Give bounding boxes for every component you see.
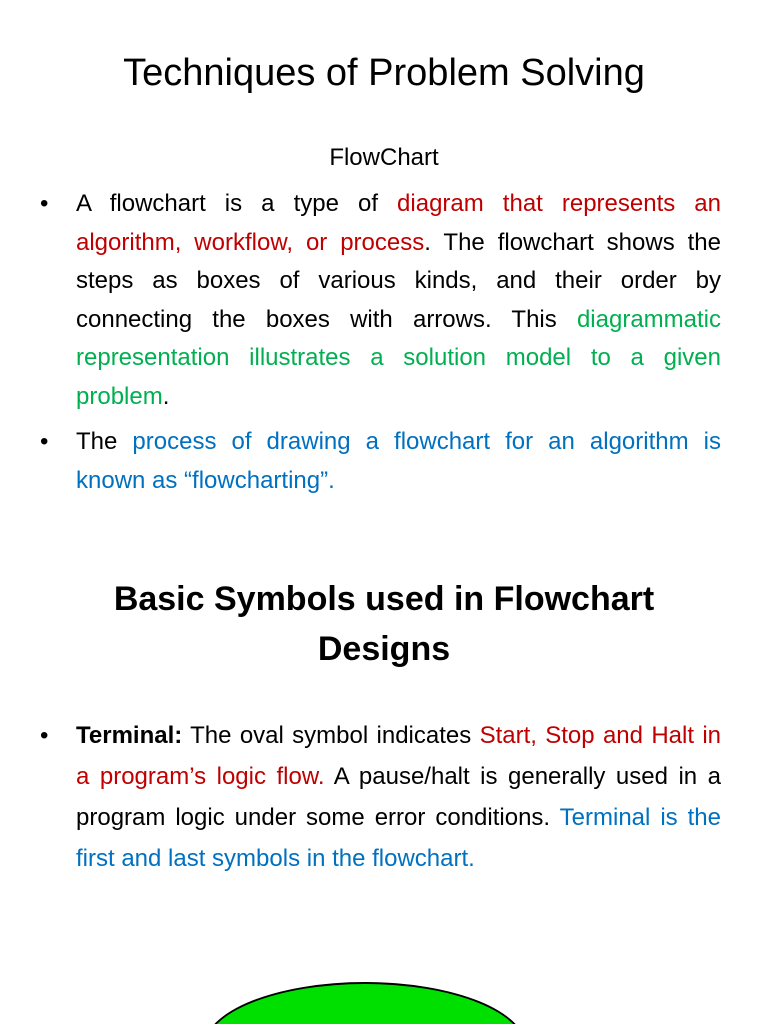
bullet-icon: • (40, 428, 49, 455)
section-heading: Basic Symbols used in Flowchart Designs (113, 580, 655, 668)
bullet1-highlight-red: diagram that represents an algorithm, workflow, or process (76, 190, 721, 256)
page-title: Techniques of Problem Solving (123, 52, 645, 94)
bullet3-text-1: The oval symbol indicates (182, 722, 480, 749)
bullet3-highlight-red: Start, Stop and Halt in a program’s logic flow. (76, 722, 722, 790)
terminal-bullet (40, 715, 721, 879)
page-subtitle: FlowChart (329, 144, 439, 171)
bullet-paragraph (40, 423, 721, 500)
bullet2-text-1: The (76, 428, 133, 455)
bullet3-highlight-blue: Terminal is the first and last symbols in the flowchart. (76, 804, 721, 872)
bullet3-text-2: A pause/halt is generally used in a program logic under some error conditions. (76, 763, 722, 831)
bullet1-text-1: A flowchart is a type of (76, 190, 398, 217)
bullet1-highlight-green: diagrammatic representation illustrates a solution model to a given problem (76, 305, 721, 410)
bullet1-text-2: . The flowchart shows the steps as boxes of various kinds, and their order by connecting the boxes with arrows. This (76, 228, 721, 333)
flowchart-definition-bullet (40, 185, 721, 416)
bullet-paragraph (40, 185, 721, 416)
flowcharting-bullet (40, 423, 721, 500)
bullet2-highlight-blue: process of drawing a flowchart for an algorithm is known as “flowcharting”. (76, 428, 721, 494)
terminal-oval-symbol (204, 982, 526, 1024)
bullet1-text-3: . (162, 382, 170, 410)
bullet-icon: • (40, 190, 49, 217)
bullet-paragraph (40, 715, 721, 879)
terminal-term: Terminal: (76, 722, 183, 749)
bullet-icon: • (40, 722, 49, 749)
